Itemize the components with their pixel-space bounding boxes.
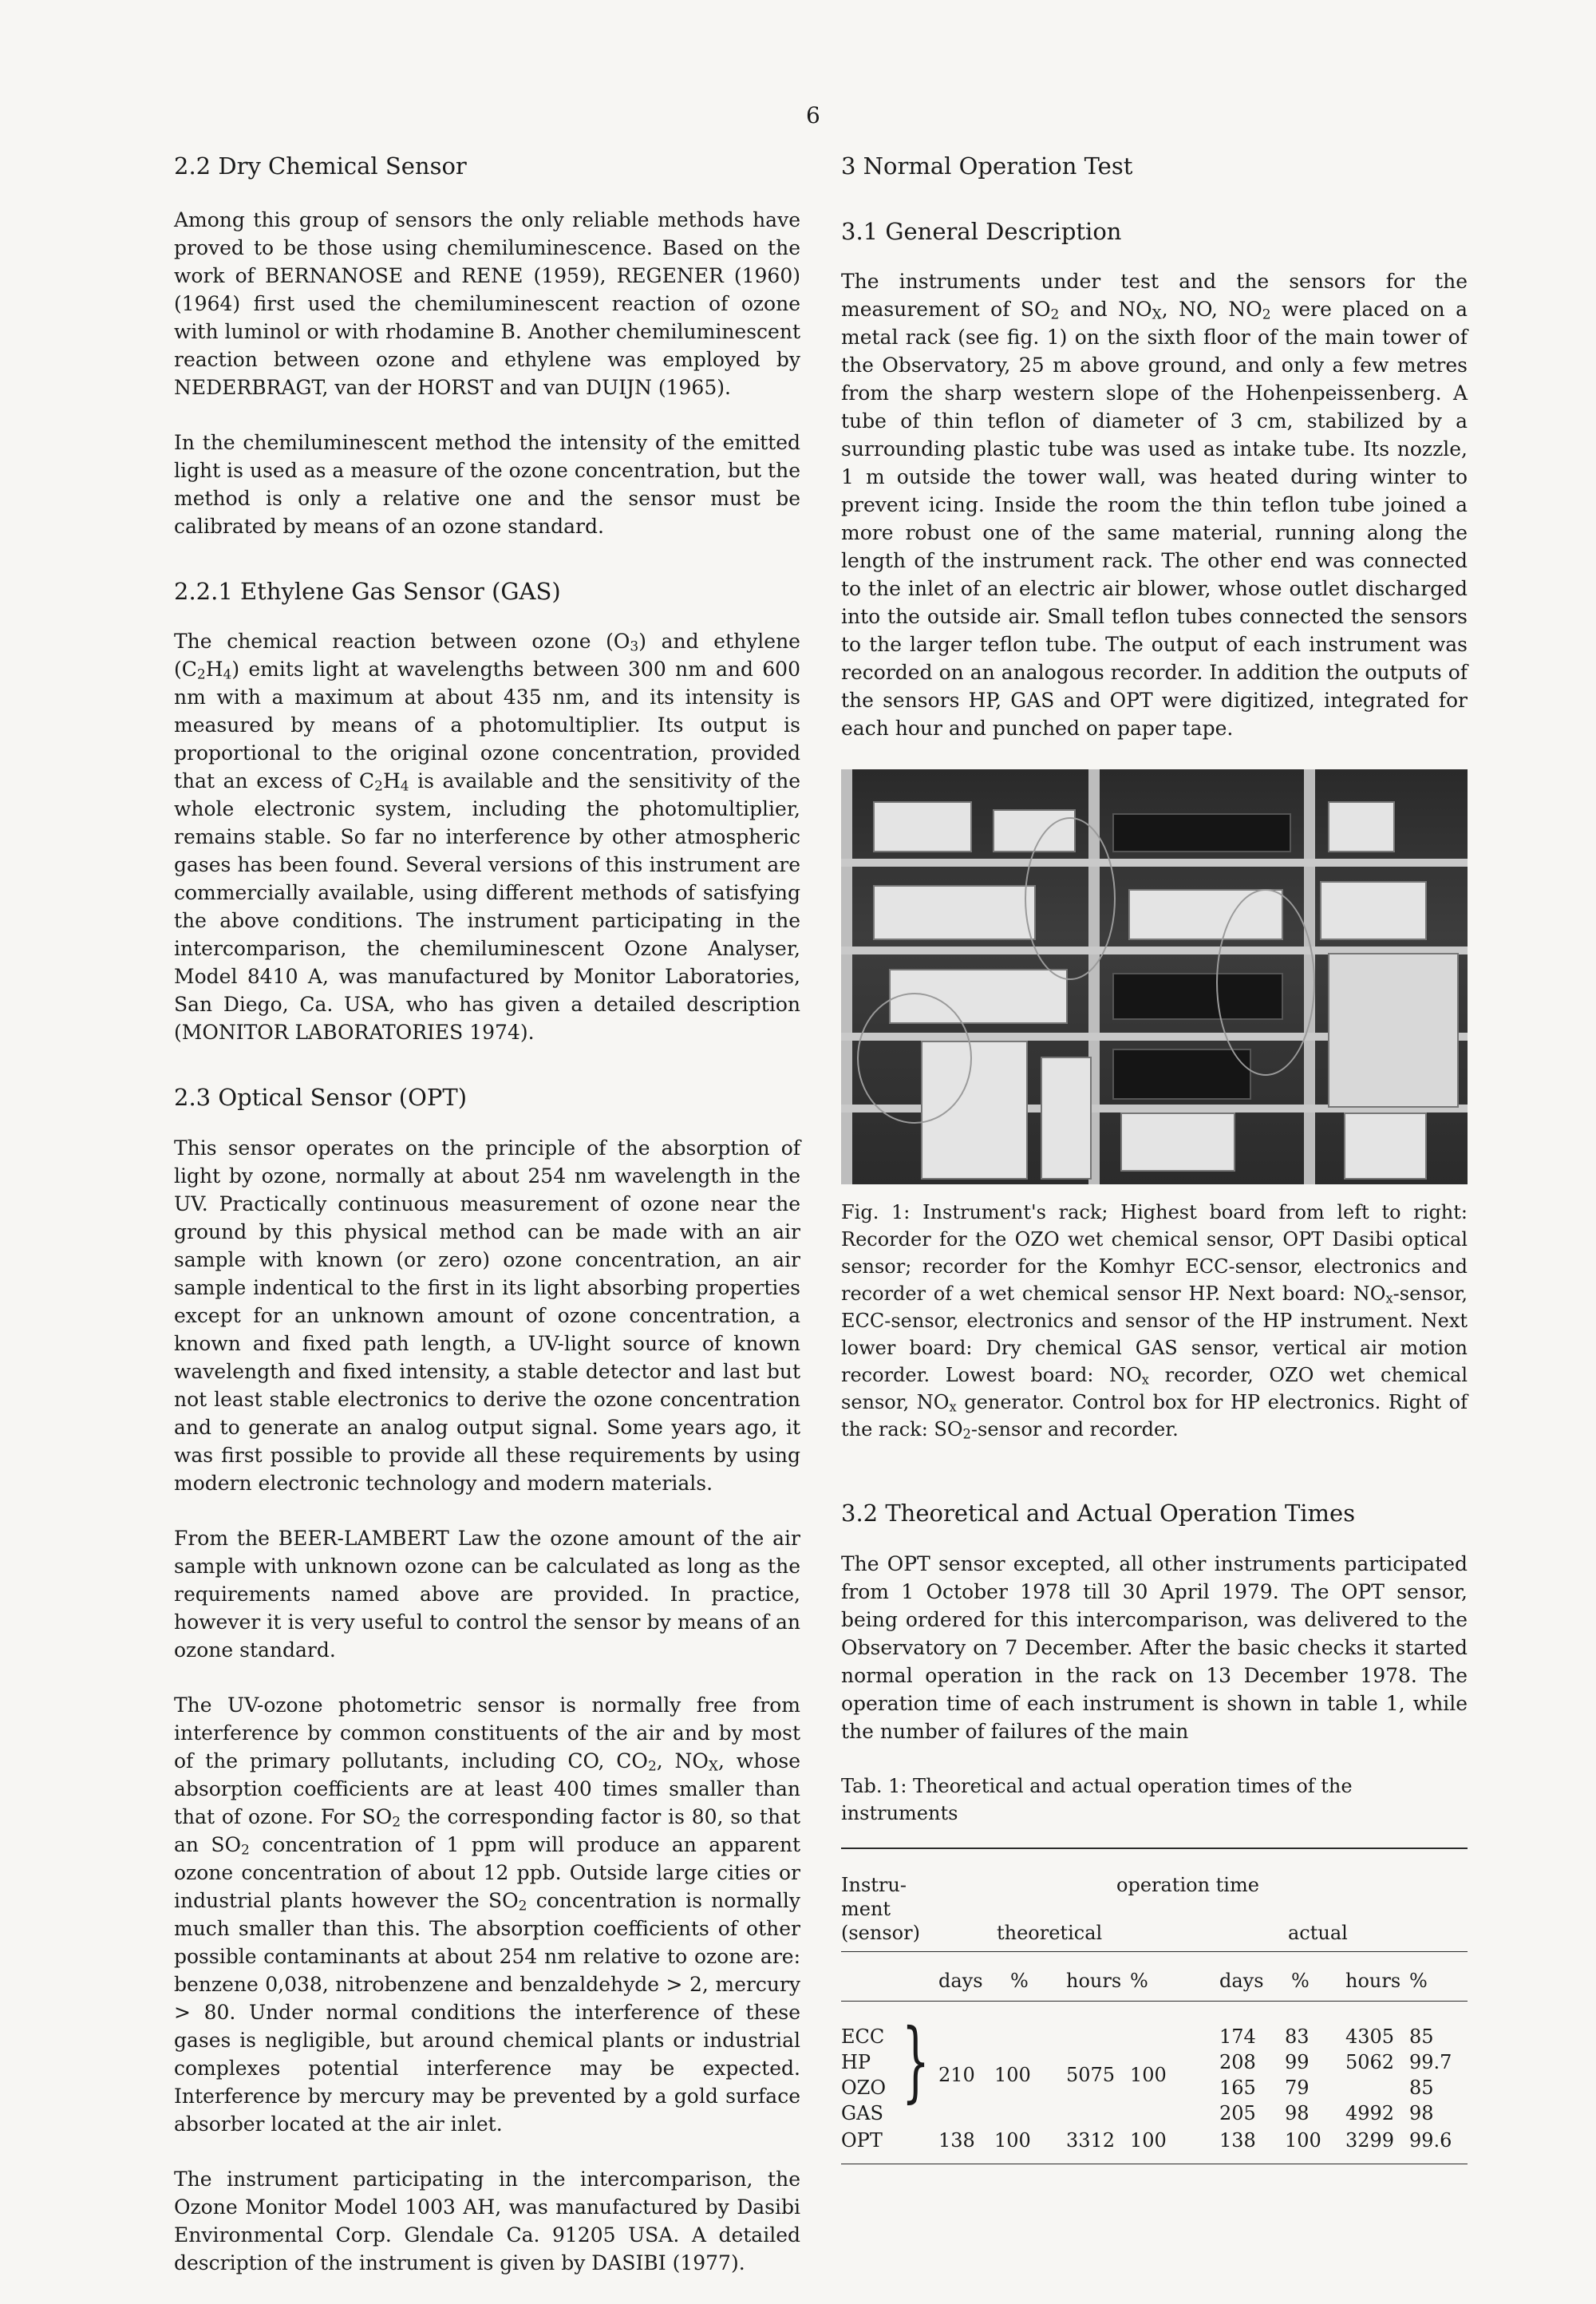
section-2-2-paragraph-2: In the chemiluminescent method the intensity of the emitted light is used as a measure of the ozone concentration, but the method is only a relative one and the sensor must be calibrated by means of an ozone standard. — [174, 430, 800, 538]
instrument-rack-photo — [841, 769, 1468, 1184]
section-2-3-heading: 2.3 Optical Sensor (OPT) — [174, 1084, 468, 1112]
opt-actual-days: 138 — [1219, 2129, 1256, 2152]
opt-theoretical-hours: 3312 — [1066, 2129, 1116, 2152]
hp-actual-days: 208 — [1219, 2051, 1256, 2074]
col-header-instru: Instru- — [841, 1874, 907, 1897]
ozo-actual-days: 165 — [1219, 2077, 1256, 2100]
opt-actual-hours: 3299 — [1345, 2129, 1395, 2152]
row-name-ozo: OZO — [841, 2077, 887, 2100]
section-2-3-paragraph-4: The instrument participating in the intercomparison, the Ozone Monitor Model 1003 AH, was manufactured by Dasibi Environmental Corp. Glendale Ca. 91205 USA. A detailed description of the instrument is given by DASIBI (1977). — [174, 2168, 800, 2275]
opt-actual-pct: 100 — [1285, 2129, 1321, 2152]
col-header-t-hpct: % — [1130, 1970, 1148, 1993]
row-name-opt: OPT — [841, 2129, 883, 2152]
col-header-a-pct: % — [1291, 1970, 1310, 1993]
page-number: 6 — [806, 102, 820, 128]
section-2-2-1-heading: 2.2.1 Ethylene Gas Sensor (GAS) — [174, 577, 561, 605]
col-header-a-hpct: % — [1409, 1970, 1428, 1993]
ecc-actual-days: 174 — [1219, 2025, 1256, 2049]
section-3-2-heading: 3.2 Theoretical and Actual Operation Times — [841, 1500, 1356, 1527]
col-header-t-pct: % — [1010, 1970, 1029, 1993]
gas-actual-days: 205 — [1219, 2102, 1256, 2125]
table-1-caption: Tab. 1: Theoretical and actual operation times of the instruments — [841, 1775, 1353, 1825]
opt-theoretical-pct: 100 — [994, 2129, 1031, 2152]
ozo-actual-pct: 79 — [1285, 2077, 1310, 2100]
hp-actual-hours: 5062 — [1345, 2051, 1395, 2074]
group-theoretical-hpct: 100 — [1130, 2064, 1167, 2087]
section-3-1-heading: 3.1 General Description — [841, 217, 1122, 245]
col-header-t-days: days — [938, 1970, 983, 1993]
row-name-gas: GAS — [841, 2102, 883, 2125]
section-3-heading: 3 Normal Operation Test — [841, 152, 1133, 180]
col-header-theoretical: theoretical — [997, 1922, 1103, 1945]
ecc-actual-hours: 4305 — [1345, 2025, 1395, 2049]
gas-actual-pct: 98 — [1285, 2102, 1310, 2125]
group-theoretical-days: 210 — [938, 2064, 975, 2087]
gas-actual-hours: 4992 — [1345, 2102, 1395, 2125]
col-header-t-hours: hours — [1066, 1970, 1122, 1993]
table-1: Instru- ment (sensor) operation time theoretical actual days % hours % days % hours % } ECC HP OZO GAS OPT 210 100 5075 100 174 83 4305 85 208 99 5062 99.7 165 79 85 205 98 4992 98 138 100 3312 100 138 100 3299 99.6 — [841, 1848, 1468, 2183]
gas-actual-hpct: 98 — [1409, 2102, 1434, 2125]
section-3-2-paragraph: The OPT sensor excepted, all other instruments participated from 1 October 1978 till 30 April 1979. The OPT sensor, being ordered for this intercomparison, was delivered to the Observatory on 7 December. After the basic checks it started normal operation in the rack on 13 December 1978. The operation time of each instrument is shown in table 1, while the number of failures of the main — [841, 1552, 1468, 1744]
group-theoretical-hours: 5075 — [1066, 2064, 1116, 2087]
section-2-3-paragraph-1: This sensor operates on the principle of the absorption of light by ozone, normally at about 254 nm wavelength in the UV. Practically continuous measurement of ozone near the ground by this physical method can be made with an air sample with known (or zero) ozone concentration, an air sample indentical to the first in its light absorbing properties except for an unknown amount of ozone concentration, a known and fixed path length, a UV-light source of known wavelength and fixed intensity, a stable detector and last but not least stable electronics to derive the ozone concentration and to generate an analog output signal. Some years ago, it was first possible to provide all these requirements by using modern electronic technology and modern materials. — [174, 1136, 800, 1496]
section-2-2-heading: 2.2 Dry Chemical Sensor — [174, 152, 467, 180]
hp-actual-pct: 99 — [1285, 2051, 1310, 2074]
figure-1-caption: Fig. 1: Instrument's rack; Highest board from left to right: Recorder for the OZO wet chemical sensor, OPT Dasibi optical sensor; recorder for the Komhyr ECC-sensor, electronics and recorder of a wet chemical sensor HP. Next board: $NO_x$-sensor, ECC-sensor, electronics and sensor of the HP instrument. Next lower board: Dry chemical GAS sensor, vertical air motion recorder. Lowest board: $NO_x$ recorder, OZO wet chemical sensor, $NO_x$ generator. Control box for HP electronics. Right of the rack: $SO_2$-sensor and recorder. — [841, 1201, 1468, 1442]
figure-1 — [841, 769, 1468, 1443]
section-3-1-paragraph: The instruments under test and the sensors for the measurement of $SO_2$ and $NO_X$, NO, $NO_2$ were placed on a metal rack (see fig. 1) on the sixth floor of the main tower of the Observatory, 25 m above ground, and only a few metres from the sharp western slope of the Hohenpeissenberg. A tube of thin teflon of diameter of 3 cm, stabilized by a surrounding plastic tube was used as intake tube. Its nozzle, 1 m outside the tower wall, was heated during winter to prevent icing. Inside the room the thin teflon tube joined a more robust one of the same material, running along the length of the instrument rack. The other end was connected to the inlet of an electric air blower, whose outlet discharged into the outside air. Small teflon tubes connected the sensors to the larger teflon tube. The output of each instrument was recorded on an analogous recorder. In addition the outputs of the sensors HP, GAS and OPT were digitized, integrated for each hour and punched on paper tape. — [841, 270, 1468, 741]
col-header-a-days: days — [1219, 1970, 1264, 1993]
section-2-2-paragraph-1: Among this group of sensors the only reliable methods have proved to be those using chemiluminescence. Based on the work of BERNANOSE and RENE (1959), REGENER (1960) (1964) first used the chemiluminescent reaction of ozone with luminol or with rhodamine B. Another chemiluminescent reaction between ozone and ethylene was employed by NEDERBRAGT, van der HORST and van DUIJN (1965). — [174, 207, 800, 399]
ecc-actual-hpct: 85 — [1409, 2025, 1434, 2049]
section-2-2-1-paragraph: The chemical reaction between ozone $(O_3)$ and ethylene $(C_2H_4)$ emits light at wavelengths between 300 nm and 600 nm with a maximum at about 435 nm, and its intensity is measured by means of a photomultiplier. Its output is proportional to the original ozone concentration, provided that an excess of $C_2H_4$ is available and the sensitivity of the whole electronic system, including the photomultiplier, remains stable. So far no interference by other atmospheric gases has been found. Several versions of this instrument are commercially available, using different methods of satisfying the above conditions. The instrument participating in the intercomparison, the chemiluminescent Ozone Analyser, Model 8410 A, was manufactured by Monitor Laboratories, San Diego, Ca. USA, who has given a detailed description (MONITOR LABORATORIES 1974). — [174, 630, 800, 1045]
col-header-sensor: (sensor) — [841, 1922, 920, 1945]
col-header-ment: ment — [841, 1898, 891, 1921]
right-column — [841, 152, 1468, 2183]
section-2-3-paragraph-2: From the BEER-LAMBERT Law the ozone amount of the air sample with unknown ozone can be calculated as long as the requirements named above are provided. In practice, however it is very useful to control the sensor by means of an ozone standard. — [174, 1527, 800, 1662]
left-column — [174, 152, 800, 2304]
opt-actual-hpct: 99.6 — [1409, 2129, 1452, 2152]
hp-actual-hpct: 99.7 — [1409, 2051, 1452, 2074]
section-2-3-paragraph-3: The UV-ozone photometric sensor is normally free from interference by common constituents of the air and by most of the primary pollutants, including CO, $CO_2$, $NO_X$, whose absorption coefficients are at least 400 times smaller than that of ozone. For $SO_2$ the corresponding factor is 80, so that an $SO_2$ concentration of 1 ppm will produce an apparent ozone concentration of about 12 ppb. Outside large cities or industrial plants however the $SO_2$ concentration is normally much smaller than this. The absorption coefficients of other possible contaminants at about 254 nm relative to ozone are: benzene 0,038, nitrobenzene and benzaldehyde > 2, mercury > 80. Under normal conditions the interference of these gases is negligible, but around chemical plants or industrial complexes potential interference may be expected. Interference by mercury may be prevented by a gold surface absorber located at the air inlet. — [174, 1693, 800, 2136]
group-theoretical-pct: 100 — [994, 2064, 1031, 2087]
ozo-actual-hpct: 85 — [1409, 2077, 1434, 2100]
col-header-actual: actual — [1288, 1922, 1348, 1945]
opt-theoretical-days: 138 — [938, 2129, 975, 2152]
col-header-operation-time: operation time — [1116, 1874, 1259, 1897]
row-name-ecc: ECC — [841, 2025, 885, 2049]
col-header-a-hours: hours — [1345, 1970, 1401, 1993]
ecc-actual-pct: 83 — [1285, 2025, 1310, 2049]
row-name-hp: HP — [841, 2051, 871, 2074]
opt-theoretical-hpct: 100 — [1130, 2129, 1167, 2152]
